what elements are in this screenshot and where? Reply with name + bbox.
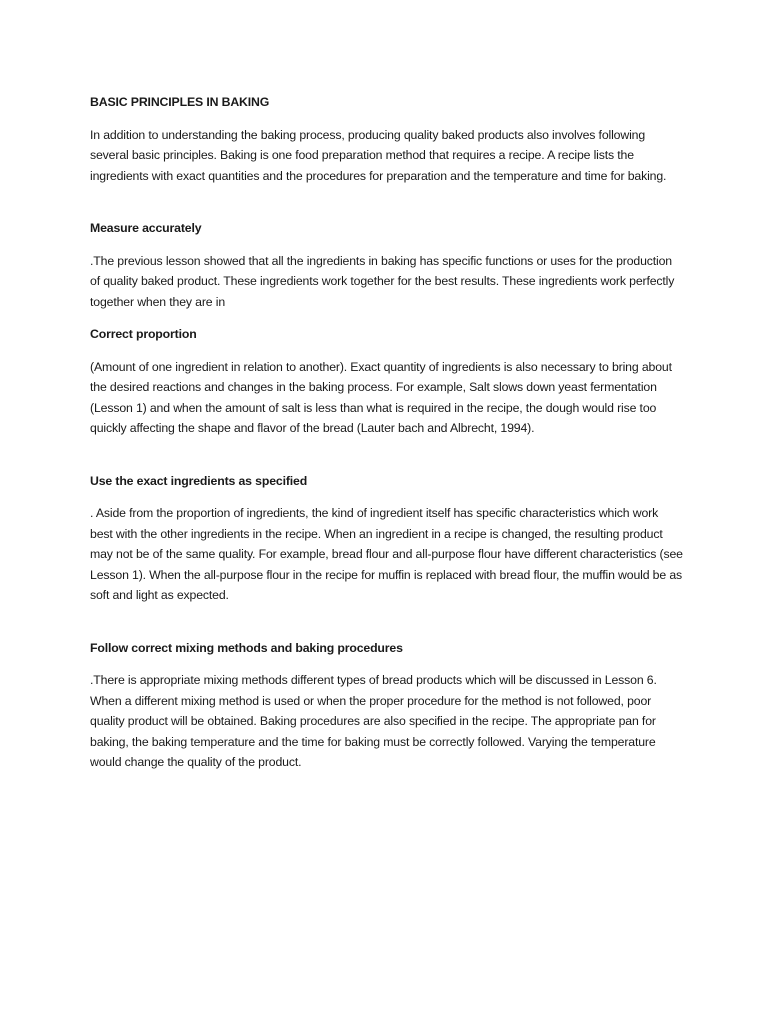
section-heading-proportion: Correct proportion [90, 327, 197, 341]
section-text-mixing: .There is appropriate mixing methods different types of bread products which will be discussed in Lesson 6. When a different mixing method is used or when the proper procedure for the method is not followed, poor quality product will be obtained. Baking procedures are also specified in the recipe. The appropriate pan for baking, the baking temperature and the time for baking must be correctly followed. Varying the temperature would change the quality of the product. [90, 673, 657, 769]
section-heading-measure: Measure accurately [90, 221, 202, 235]
section-heading-mixing: Follow correct mixing methods and baking procedures [90, 640, 403, 655]
section-text-measure: .The previous lesson showed that all the ingredients in baking has specific functions or uses for the production of quality baked product. These ingredients work together for the best results. These ingredients work perfectly together when they are in [90, 253, 675, 309]
section-heading-ingredients: Use the exact ingredients as specified [90, 473, 308, 488]
document-page [90, 92, 684, 773]
document-title: BASIC PRINCIPLES IN BAKING [90, 95, 270, 109]
section-text-ingredients: . Aside from the proportion of ingredients, the kind of ingredient itself has specific characteristics which work best with the other ingredients in the recipe. When an ingredient in a recipe is changed, the resulting product may not be of the same quality. For example, bread flour and all-purpose flour have different characteristics (see Lesson 1). When the all-purpose flour in the recipe for muffin is replaced with bread flour, the muffin would be as soft and light as expected. [90, 506, 683, 602]
section-text-proportion: (Amount of one ingredient in relation to another). Exact quantity of ingredients is also necessary to bring about the desired reactions and changes in the baking process. For example, Salt slows down yeast fermentation (Lesson 1) and when the amount of salt is less than what is required in the recipe, the dough would rise too quickly affecting the shape and flavor of the bread (Lauter bach and Albrecht, 1994). [90, 359, 672, 435]
intro-paragraph: In addition to understanding the baking process, producing quality baked products also involves following several basic principles. Baking is one food preparation method that requires a recipe. A recipe lists the ingredients with exact quantities and the procedures for preparation and the temperature and time for baking. [90, 127, 667, 183]
